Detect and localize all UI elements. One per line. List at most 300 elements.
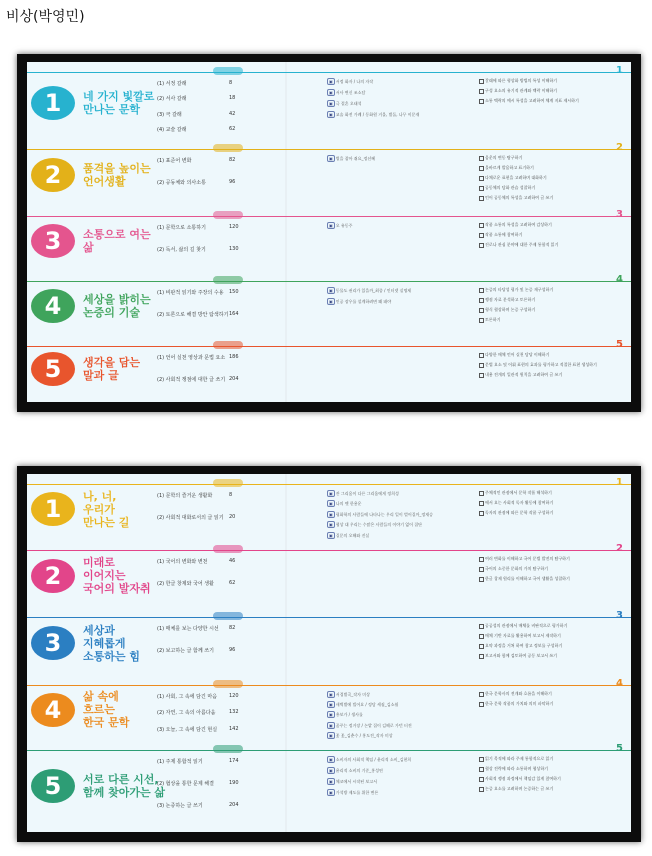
achievement-text: 구성 요소의 유기적 관계와 맥락 이해하기 <box>485 88 558 93</box>
unit-tab-decoration <box>213 612 243 620</box>
achievement-text: 형식 협상하며 논증 구성하기 <box>485 307 536 312</box>
achievement-standard <box>479 633 561 639</box>
table-of-contents-spread <box>27 474 631 832</box>
achievement-text: 음운의 변동 탐구하기 <box>485 155 523 160</box>
checkbox-icon <box>479 166 484 171</box>
checkbox-icon <box>479 89 484 94</box>
checkbox-icon <box>479 501 484 506</box>
unit-title <box>83 773 165 799</box>
reading-text-title: 오 유동주 <box>335 223 353 228</box>
lesson-page: 130 <box>229 246 239 252</box>
unit-tab-decoration <box>213 545 243 553</box>
achievement-standard <box>479 307 535 313</box>
lesson-page: 150 <box>229 289 239 295</box>
checkbox-icon <box>479 702 484 707</box>
achievement-standard <box>479 701 553 707</box>
unit-title <box>83 624 140 663</box>
achievement-text: 논증 요소를 고려하며 논증하는 글 쓰기 <box>485 786 554 791</box>
unit-title <box>83 228 151 254</box>
unit-title-line: 이어지는 <box>83 569 126 582</box>
reading-text-entry <box>327 500 362 507</box>
lesson-page: 132 <box>229 709 239 716</box>
unit-number: 5 <box>44 355 62 383</box>
reading-text-entry <box>327 789 378 796</box>
text-genre-tag: ▣ <box>329 101 333 106</box>
checkbox-icon <box>479 196 484 201</box>
lesson-page: 8 <box>229 492 233 498</box>
checkbox-icon <box>479 363 484 368</box>
achievement-standard <box>479 556 570 562</box>
unit-number: 5 <box>44 772 62 800</box>
unit-title-line: 미래로 <box>83 556 115 569</box>
unit-section <box>27 677 631 742</box>
unit-number-marker: 3 <box>616 610 623 621</box>
reading-text-entry <box>327 711 363 718</box>
reading-text-entry <box>327 100 362 107</box>
unit-title-line: 우리가 <box>83 502 115 516</box>
checkbox-icon <box>479 318 484 323</box>
reading-text-title: 극 결혼 오태석 <box>335 101 362 106</box>
lesson-page: 8 <box>229 80 233 86</box>
unit-section <box>27 542 631 609</box>
unit-title-line: 나, 너, <box>83 489 117 503</box>
unit-number-badge <box>31 559 75 593</box>
unit-divider-line <box>27 484 631 485</box>
achievement-standard <box>479 78 557 84</box>
reading-text-title: 흥보가 / 생사를 <box>335 712 363 718</box>
reading-text-title: 새벽별에 빌어요 / 정담 세짐_김소월 <box>335 702 399 708</box>
lesson-name: (1) 매체를 보는 다양한 시선 <box>157 626 219 632</box>
unit-tab-decoration <box>213 680 243 688</box>
text-genre-tag: ▣ <box>329 156 333 161</box>
reading-text-title: 윤리적 소비의 기준_홍성연 <box>335 768 383 773</box>
achievement-text: 보고서와 함께 검토하여 공동 보고서 쓰기 <box>485 653 558 658</box>
unit-title-line: 네 가지 빛깔로 <box>83 89 155 103</box>
achievement-standard <box>479 222 552 228</box>
unit-section <box>27 273 631 338</box>
unit-title-line: 한국 문학 <box>83 716 130 729</box>
unit-title-line: 말과 글 <box>83 369 119 382</box>
achievement-text: 다채로운 표현을 고려하며 대화하기 <box>485 175 547 180</box>
unit-section <box>27 609 631 677</box>
achievement-standard <box>479 352 549 358</box>
achievement-standard <box>479 232 522 238</box>
checkbox-icon <box>479 99 484 104</box>
achievement-standard <box>479 643 562 649</box>
reading-text-entry <box>327 89 365 96</box>
reading-text-title: 평화학의 사람들에 나타나는 우리 일이 벌어질까_정재승 <box>335 511 434 517</box>
unit-divider-line <box>27 281 631 282</box>
achievement-text: 쟁점 자료 분석하고 토론하기 <box>485 297 536 302</box>
reading-text-title: 서경별곡_작자 미상 <box>335 692 370 697</box>
unit-number-marker: 1 <box>616 477 623 488</box>
unit-tab-decoration <box>213 479 243 487</box>
unit-title <box>83 490 129 529</box>
checkbox-icon <box>479 156 484 161</box>
achievement-standard <box>479 490 552 496</box>
reading-text-entry <box>327 691 370 698</box>
reading-text-title: 나의 옛 한용운 <box>335 501 362 507</box>
achievement-standard <box>479 185 535 191</box>
reading-text-title: 협상 대 우리는 수많은 사람들의 이야기 없어 집단 <box>335 522 422 528</box>
unit-title-line: 만나는 길 <box>83 515 130 529</box>
unit-number-badge <box>31 626 75 660</box>
reading-text-entry <box>327 732 393 739</box>
reading-text-entry <box>327 511 433 518</box>
achievement-standard <box>479 776 561 782</box>
achievement-text: 진로나 관심 분야에 대한 주제 통합적 읽기 <box>485 242 559 247</box>
achievement-text: 읽기 목적에 따라 주제 통합적으로 읽기 <box>485 756 554 761</box>
checkbox-icon <box>479 353 484 358</box>
achievement-text: 소통 맥락의 예시 특성을 고려하여 체계 지표 제시하기 <box>485 98 579 103</box>
achievement-text: 올바르게 발음하고 표기하기 <box>485 165 534 170</box>
reading-text-title: 소비자의 사회적 책임 / 윤리적 소비_김현희 <box>335 757 412 762</box>
textbook-photo-2 <box>17 466 641 842</box>
lesson-name: (2) 협상을 통한 문제 해결 <box>157 781 214 787</box>
text-genre-tag: ▣ <box>329 779 333 784</box>
checkbox-icon <box>479 176 484 181</box>
achievement-standard <box>479 766 548 772</box>
page-title: 비상(박영민) <box>6 9 85 25</box>
lesson-page: 96 <box>229 179 236 185</box>
checkbox-icon <box>479 243 484 248</box>
achievement-text: 문법 요소 및 어휘 표현의 효과를 평가하고 적절한 표현 생성하기 <box>485 362 597 367</box>
achievement-standard <box>479 756 553 762</box>
checkbox-icon <box>479 644 484 649</box>
unit-number: 4 <box>44 695 62 724</box>
unit-number-badge <box>31 289 75 323</box>
achievement-standard <box>479 98 579 104</box>
lesson-name: (1) 언어 실천 영상과 문법 요소 <box>157 355 226 361</box>
checkbox-icon <box>479 79 484 84</box>
unit-section <box>27 742 631 830</box>
reading-text-entry <box>327 490 399 497</box>
text-genre-tag: ▣ <box>329 790 333 795</box>
checkbox-icon <box>479 373 484 378</box>
unit-number-badge <box>31 769 75 803</box>
lesson-page: 20 <box>229 514 236 520</box>
unit-divider-line <box>27 149 631 150</box>
reading-text-title: 교술 화전 가례 / 동화원 거울, 별둘, 나무 이문재 <box>335 112 420 117</box>
lesson-name: (2) 공동체와 의사소통 <box>157 180 206 186</box>
checkbox-icon <box>479 288 484 293</box>
unit-title-line: 언어생활 <box>83 174 126 188</box>
reading-text-title: 서정 화자 / 나의 자작 <box>335 79 374 84</box>
unit-title-line: 세상을 밝히는 <box>83 292 151 306</box>
lesson-name: (3) 오늘, 그 속에 담긴 현실 <box>157 726 218 733</box>
text-genre-tag: ▣ <box>329 702 333 708</box>
reading-text-title: 가석방 제도를 위한 변론 <box>335 790 379 795</box>
achievement-standard <box>479 566 548 572</box>
lesson-name: (2) 한글 창제와 국어 생활 <box>157 581 214 587</box>
checkbox-icon <box>479 577 484 582</box>
lesson-page: 174 <box>229 758 239 764</box>
checkbox-icon <box>479 223 484 228</box>
reading-text-title: 서사 변신 조소담 <box>335 90 366 95</box>
unit-section <box>27 208 631 273</box>
reading-text-title: 별을 잡아 쥐요_정선혜 <box>335 156 376 161</box>
checkbox-icon <box>479 777 484 782</box>
text-genre-tag: ▣ <box>329 501 333 507</box>
achievement-standard <box>479 576 570 582</box>
unit-title-line: 만나는 문학 <box>83 102 140 116</box>
text-genre-tag: ▣ <box>329 532 333 538</box>
achievement-text: 공공성의 관점에서 매체를 비판적으로 평가하기 <box>485 623 568 628</box>
unit-number-badge <box>31 352 75 386</box>
text-genre-tag: ▣ <box>329 522 333 528</box>
lesson-name: (2) 사회적 대화로서의 글 읽기 <box>157 515 224 521</box>
unit-number: 1 <box>44 88 62 117</box>
checkbox-icon <box>479 787 484 792</box>
unit-number-marker: 2 <box>616 543 623 554</box>
achievement-standard <box>479 691 552 697</box>
text-genre-tag: ▣ <box>329 112 333 117</box>
unit-number: 2 <box>44 160 62 189</box>
unit-title <box>83 690 129 729</box>
lesson-name: (1) 국어의 변화와 변천 <box>157 559 208 565</box>
achievement-standard <box>479 510 553 516</box>
unit-title <box>83 162 151 188</box>
lesson-name: (1) 사회, 그 속에 담긴 마음 <box>157 694 218 700</box>
lesson-page: 186 <box>229 354 239 360</box>
reading-text-entry <box>327 298 391 305</box>
unit-number-marker: 1 <box>616 65 623 76</box>
checkbox-icon <box>479 654 484 659</box>
lesson-name: (2) 독서, 삶의 길 찾기 <box>157 247 206 253</box>
unit-number-marker: 5 <box>616 339 623 350</box>
lesson-page: 82 <box>229 625 236 631</box>
unit-title-line: 함께 찾아가는 삶 <box>83 786 166 799</box>
lesson-name: (1) 주제 통합적 읽기 <box>157 759 203 765</box>
text-genre-tag: ▣ <box>329 491 333 496</box>
achievement-standard <box>479 88 557 94</box>
lesson-page: 62 <box>229 125 236 132</box>
unit-number-badge <box>31 158 75 192</box>
achievement-text: 국어의 소중한 문화의 가치 탐구하기 <box>485 566 549 571</box>
unit-number: 3 <box>44 226 62 255</box>
unit-tab-decoration <box>213 276 243 284</box>
checkbox-icon <box>479 511 484 516</box>
unit-number-badge <box>31 224 75 258</box>
achievement-text: 한글 창제 원리를 이해하고 국어 생활을 성찰하기 <box>485 576 570 581</box>
achievement-text: 작품 소통에 참여하기 <box>485 232 523 237</box>
unit-title <box>83 90 154 116</box>
reading-text-entry <box>327 287 411 294</box>
achievement-standard <box>479 317 500 323</box>
unit-title-line: 지혜롭게 <box>83 636 126 650</box>
lesson-page: 42 <box>229 110 236 117</box>
lesson-page: 120 <box>229 224 239 230</box>
reading-text-entry <box>327 778 377 785</box>
checkbox-icon <box>479 557 484 562</box>
achievement-standard <box>479 362 597 368</box>
lesson-name: (1) 문학의 즐거운 생활화 <box>157 493 213 499</box>
reading-text-entry <box>327 78 373 85</box>
checkbox-icon <box>479 624 484 629</box>
lesson-page: 164 <box>229 311 239 317</box>
reading-text-entry <box>327 222 353 229</box>
text-genre-tag: ▣ <box>329 79 333 84</box>
lesson-page: 46 <box>229 558 236 564</box>
achievement-text: 에서 요는 사회적 독자 활동에 참여하기 <box>485 500 554 505</box>
checkbox-icon <box>479 692 484 697</box>
achievement-text: 한국 문학사의 전개와 흐름을 이해하기 <box>485 691 552 696</box>
unit-number-marker: 4 <box>616 274 623 285</box>
unit-title <box>83 356 140 382</box>
achievement-standard <box>479 372 562 378</box>
unit-number: 1 <box>44 495 62 523</box>
lesson-page: 62 <box>229 580 236 586</box>
achievement-standard <box>479 500 553 506</box>
achievement-standard <box>479 297 535 303</box>
reading-text-title: 질문의 오해와 진실 <box>335 532 370 538</box>
reading-text-title: 동물도 권리가 있을까_최종 / 인터넷 실명제 <box>335 288 412 293</box>
achievement-text: 한국 문학 작품의 가치와 의미 파악하기 <box>485 701 554 706</box>
unit-number-marker: 4 <box>616 678 623 689</box>
text-genre-tag: ▣ <box>329 90 333 95</box>
unit-divider-line <box>27 550 631 551</box>
table-of-contents-spread <box>27 62 631 402</box>
achievement-standard <box>479 155 522 161</box>
textbook-photo-1 <box>17 54 641 412</box>
checkbox-icon <box>479 308 484 313</box>
reading-text-entry <box>327 521 422 528</box>
achievement-text: 내용 전개의 일관적 원칙을 고려하여 글 쓰기 <box>485 372 563 377</box>
achievement-standard <box>479 195 553 201</box>
unit-title <box>83 556 151 595</box>
text-genre-tag: ▣ <box>329 768 333 773</box>
unit-title-line: 세상과 <box>83 623 115 637</box>
lesson-name: (3) 논증하는 글 쓰기 <box>157 803 203 809</box>
achievement-text: 사회적 쟁점 과정에서 책임감 있게 참여하기 <box>485 776 561 781</box>
achievement-text: 독자의 관점에 따른 문학 작품 구성하기 <box>485 510 554 515</box>
lesson-page: 142 <box>229 725 239 732</box>
lesson-name: (1) 비판적 읽기와 주장의 수용 <box>157 290 224 296</box>
achievement-standard <box>479 287 553 293</box>
lesson-name: (2) 토론으로 해결 방안 탐색하기 <box>157 312 229 318</box>
lesson-page: 18 <box>229 95 236 102</box>
unit-tab-decoration <box>213 144 243 152</box>
checkbox-icon <box>479 186 484 191</box>
checkbox-icon <box>479 233 484 238</box>
lesson-name: (3) 극 갈래 <box>157 111 182 118</box>
unit-title-line: 삶 <box>83 240 94 254</box>
unit-title-line: 흐르는 <box>83 703 115 716</box>
lesson-name: (2) 서사 갈래 <box>157 96 187 103</box>
achievement-standard <box>479 653 557 659</box>
text-genre-tag: ▣ <box>329 732 333 738</box>
achievement-text: 요약 과정을 거쳐 하여 참고 정보를 구성하기 <box>485 643 563 648</box>
reading-text-title: 체코에서 시작된 보고서 <box>335 779 377 784</box>
unit-divider-line <box>27 750 631 751</box>
unit-section <box>27 141 631 208</box>
reading-text-entry <box>327 767 383 774</box>
lesson-name: (1) 문학으로 소통하기 <box>157 225 206 231</box>
lesson-page: 204 <box>229 376 239 382</box>
unit-divider-line <box>27 72 631 73</box>
unit-number: 4 <box>44 291 62 320</box>
text-genre-tag: ▣ <box>329 722 333 728</box>
unit-title <box>83 293 151 319</box>
unit-tab-decoration <box>213 341 243 349</box>
achievement-text: 토론하기 <box>485 317 501 322</box>
lesson-page: 82 <box>229 157 236 163</box>
reading-text-entry <box>327 722 412 729</box>
unit-title-line: 소통하는 힘 <box>83 649 140 663</box>
unit-tab-decoration <box>213 211 243 219</box>
unit-number: 2 <box>44 561 62 590</box>
unit-number-badge <box>31 86 75 120</box>
achievement-text: 갈래에 따른 형상화 방법의 특성 이해하기 <box>485 78 558 83</box>
unit-divider-line <box>27 346 631 347</box>
lesson-name: (1) 표준어 변화 <box>157 158 192 164</box>
reading-text-title: 인공 장우를 설계하려면 왜 돼야 <box>335 299 392 304</box>
achievement-text: 주체적인 관점에서 문학 작품 해석하기 <box>485 490 552 495</box>
unit-title-line: 소통으로 여는 <box>83 227 151 241</box>
text-genre-tag: ▣ <box>329 223 333 228</box>
checkbox-icon <box>479 634 484 639</box>
achievement-text: 다양한 매체 언어 실천 담당 이해하기 <box>485 352 550 357</box>
achievement-standard <box>479 242 558 248</box>
unit-tab-decoration <box>213 745 243 753</box>
unit-title-line: 생각을 담는 <box>83 356 140 369</box>
unit-section <box>27 338 631 400</box>
text-genre-tag: ▣ <box>329 692 333 697</box>
unit-title-line: 국어의 발자취 <box>83 582 151 595</box>
reading-text-entry <box>327 532 369 539</box>
achievement-text: 논증의 타당성 평가 및 논증 재구성하기 <box>485 287 554 292</box>
text-genre-tag: ▣ <box>329 299 333 304</box>
checkbox-icon <box>479 491 484 496</box>
achievement-text: 공동체의 담화 관습 성찰하기 <box>485 185 536 190</box>
text-genre-tag: ▣ <box>329 757 333 762</box>
unit-number-badge <box>31 492 75 526</box>
unit-number-marker: 2 <box>616 142 623 153</box>
unit-section <box>27 476 631 542</box>
reading-text-title: 꿈꾸는 정거장 / 논밭 집이 김해로 가던 터전 <box>335 722 412 728</box>
text-genre-tag: ▣ <box>329 712 333 718</box>
unit-title-line: 품격을 높이는 <box>83 161 151 175</box>
checkbox-icon <box>479 567 484 572</box>
lesson-page: 204 <box>229 802 239 808</box>
achievement-standard <box>479 623 567 629</box>
text-genre-tag: ▣ <box>329 288 333 293</box>
achievement-standard <box>479 165 534 171</box>
lesson-name: (2) 보고하는 글 함께 쓰기 <box>157 648 214 654</box>
checkbox-icon <box>479 298 484 303</box>
achievement-text: 매체 기반 자료를 활용하여 보고서 제작하기 <box>485 633 561 638</box>
checkbox-icon <box>479 757 484 762</box>
lesson-name: (1) 서정 갈래 <box>157 81 187 87</box>
unit-section <box>27 64 631 141</box>
reading-text-entry <box>327 701 398 708</box>
unit-title-line: 삶 속에 <box>83 690 119 703</box>
unit-divider-line <box>27 216 631 217</box>
reading-text-title: 잔 그리움이 다른 그리움에게 정희성 <box>335 491 399 496</box>
reading-text-entry <box>327 756 411 763</box>
lesson-name: (2) 자연, 그 속의 아름다움 <box>157 710 216 717</box>
unit-title-line: 서로 다른 시선, <box>83 773 159 786</box>
achievement-text: 작품 소통의 특성을 고려하여 감상하기 <box>485 222 552 227</box>
unit-number-marker: 5 <box>616 743 623 754</box>
unit-number: 3 <box>44 629 62 657</box>
lesson-page: 96 <box>229 647 236 653</box>
lesson-page: 120 <box>229 693 239 699</box>
unit-number-badge <box>31 693 75 727</box>
reading-text-title: 꽃 꽃_김춘수 / 홍도전_작자 미상 <box>335 732 393 738</box>
achievement-standard <box>479 175 547 181</box>
text-genre-tag: ▣ <box>329 511 333 517</box>
